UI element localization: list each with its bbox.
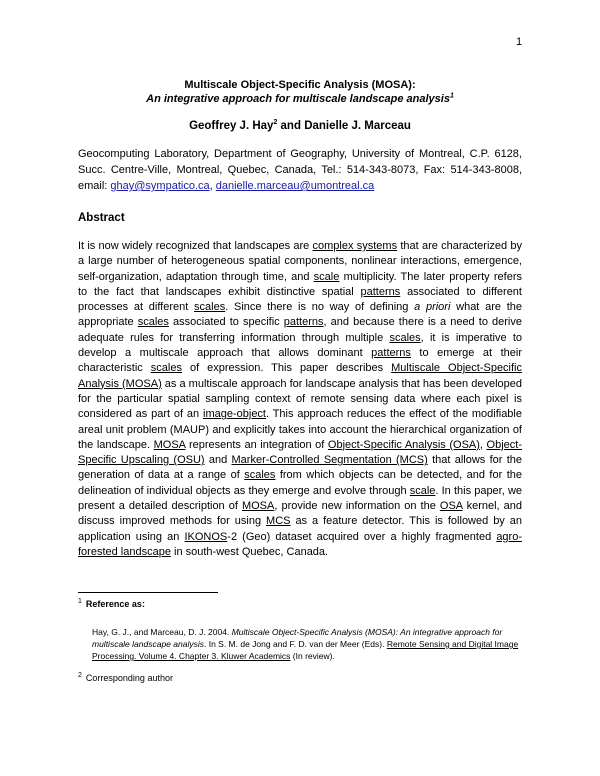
abs-term: MCS: [266, 515, 291, 528]
ref-status: (In review).: [290, 651, 335, 661]
abs-s22: as a feature detector. This is followed by an application using an: [78, 515, 522, 543]
ref-editors: . In S. M. de Jong and F. D. van der Meer (Eds).: [203, 639, 387, 649]
title-footnote-mark: 1: [449, 92, 454, 100]
abs-term: MOSA: [241, 500, 275, 513]
title-line-1: Multiscale Object-Specific Analysis (MOSA):: [184, 79, 416, 91]
abs-s24: in south-west Quebec, Canada.: [170, 545, 329, 558]
abs-s11: of expression. This paper describes: [181, 362, 392, 375]
abs-term: scales: [244, 469, 276, 482]
abstract-heading: Abstract: [78, 212, 125, 224]
abs-term: MOSA: [153, 438, 186, 451]
abs-s03: multiplicity. The later property refers to the fact that landscapes exhibit distinctive spatial: [78, 270, 522, 298]
title-line-2: [60, 92, 540, 106]
footnote-divider: [78, 592, 218, 593]
abs-term: Object-Specific Analysis (OSA): [327, 438, 480, 451]
abs-term: scales: [150, 362, 182, 375]
abs-s17: that allows for the generation of data at a range of: [78, 454, 522, 482]
abs-s14: represents an integration of: [185, 438, 328, 451]
abs-s15: ,: [479, 438, 487, 451]
abs-s12: as a multiscale approach for landscape analysis that has been developed for the particular spatial sampling context of remote sensing data where each pixel is considered as part of an: [78, 377, 522, 421]
author-1-mark: 2: [273, 119, 278, 127]
abs-s21: kernel, and discuss improved methods for using: [78, 500, 522, 528]
affiliation-sep: ,: [209, 180, 216, 192]
abs-s20: , provide new information on the: [274, 500, 440, 513]
reference-citation: [92, 626, 522, 662]
abs-s05: . Since there is no way of defining: [225, 301, 415, 314]
author-1: Geoffrey J. Hay: [189, 120, 274, 132]
abs-term: scale: [409, 484, 436, 497]
abs-s07: associated to specific: [168, 316, 284, 329]
footnote-2-text: Corresponding author: [85, 673, 173, 683]
abs-term: Object-Specific Upscaling (OSU): [78, 438, 522, 467]
author-and: and: [277, 120, 305, 132]
abs-term: Marker-Controlled Segmentation (MCS): [231, 454, 428, 467]
abs-term: patterns: [283, 316, 324, 329]
abs-s02: that are characterized by a large number of heterogeneous spatial components, nonlinear interactions, emergence, self-organization, adaptation through time, and: [78, 240, 522, 283]
author-2: Danielle J. Marceau: [304, 120, 411, 132]
abs-term: image-object: [203, 408, 266, 421]
abs-s08: , and because there is a need to derive adequate rules for transferring information through multiple: [78, 316, 522, 344]
abs-s19: . In this paper, we present a detailed description of: [78, 484, 523, 513]
footnote-1-mark: 1: [78, 598, 82, 605]
abs-s10: to emerge at their characteristic: [78, 347, 522, 375]
abs-term: IKONOS: [184, 530, 228, 543]
abs-term: scales: [194, 301, 226, 314]
paper-title: [60, 78, 540, 106]
abs-s13: . This approach reduces the effect of the modifiable areal unit problem (MAUP) and explicitly takes into account the hierarchical organization of the landscape.: [78, 408, 522, 451]
abs-term: agro-forested landscape: [78, 530, 522, 558]
ref-title: Multiscale Object-Specific Analysis (MOSA): An integrative approach for multiscale landscape analysis: [92, 627, 503, 649]
page-number: 1: [516, 36, 523, 48]
abstract-body: [78, 239, 522, 560]
abs-s16: and: [204, 454, 232, 467]
abs-italic: a priori: [414, 301, 451, 314]
abs-s01: It is now widely recognized that landscapes are: [78, 240, 313, 252]
abs-s09: , it is imperative to develop a multiscale approach that allows dominant: [78, 331, 523, 360]
abs-term: patterns: [360, 285, 401, 298]
author-line: [60, 120, 540, 132]
abs-term: scales: [389, 331, 421, 344]
footnote-2: [78, 672, 173, 683]
abs-s23: -2 (Geo) dataset acquired over a highly fragmented: [227, 530, 497, 543]
title-line-2-text: An integrative approach for multiscale landscape analysis: [146, 93, 450, 105]
email-link-1[interactable]: ghay@sympatico.ca: [110, 180, 210, 192]
affiliation: [78, 146, 522, 194]
email-link-2[interactable]: danielle.marceau@umontreal.ca: [215, 180, 375, 192]
affiliation-text: Geocomputing Laboratory, Department of Geography, University of Montreal, C.P. 6128, Succ. Centre-Ville, Montreal, Quebec, Canada, Tel.: 514-343-8073, Fax: 514-343-8008, email:: [78, 148, 522, 192]
abs-term: OSA: [439, 500, 463, 513]
footnote-1-heading: [78, 598, 145, 609]
abs-term: scale: [313, 270, 340, 283]
footnote-1-title: Reference as:: [85, 599, 145, 609]
ref-authors: Hay, G. J., and Marceau, D. J. 2004.: [92, 627, 232, 637]
abs-s04: associated to different processes at different: [78, 285, 522, 314]
ref-book: Remote Sensing and Digital Image Processing. Volume 4. Chapter 3. Kluwer Academics: [92, 639, 519, 661]
abs-s18: from which objects can be detected, and for the delineation of individual objects as they emerge and evolve through: [78, 469, 522, 497]
abs-s06: what are the appropriate: [78, 301, 523, 329]
abs-term: Multiscale Object-Specific Analysis (MOSA): [78, 362, 523, 390]
abs-term: complex systems: [312, 240, 398, 252]
abs-term: patterns: [371, 347, 411, 360]
abs-term: scales: [137, 316, 169, 329]
footnote-2-mark: 2: [78, 672, 82, 679]
